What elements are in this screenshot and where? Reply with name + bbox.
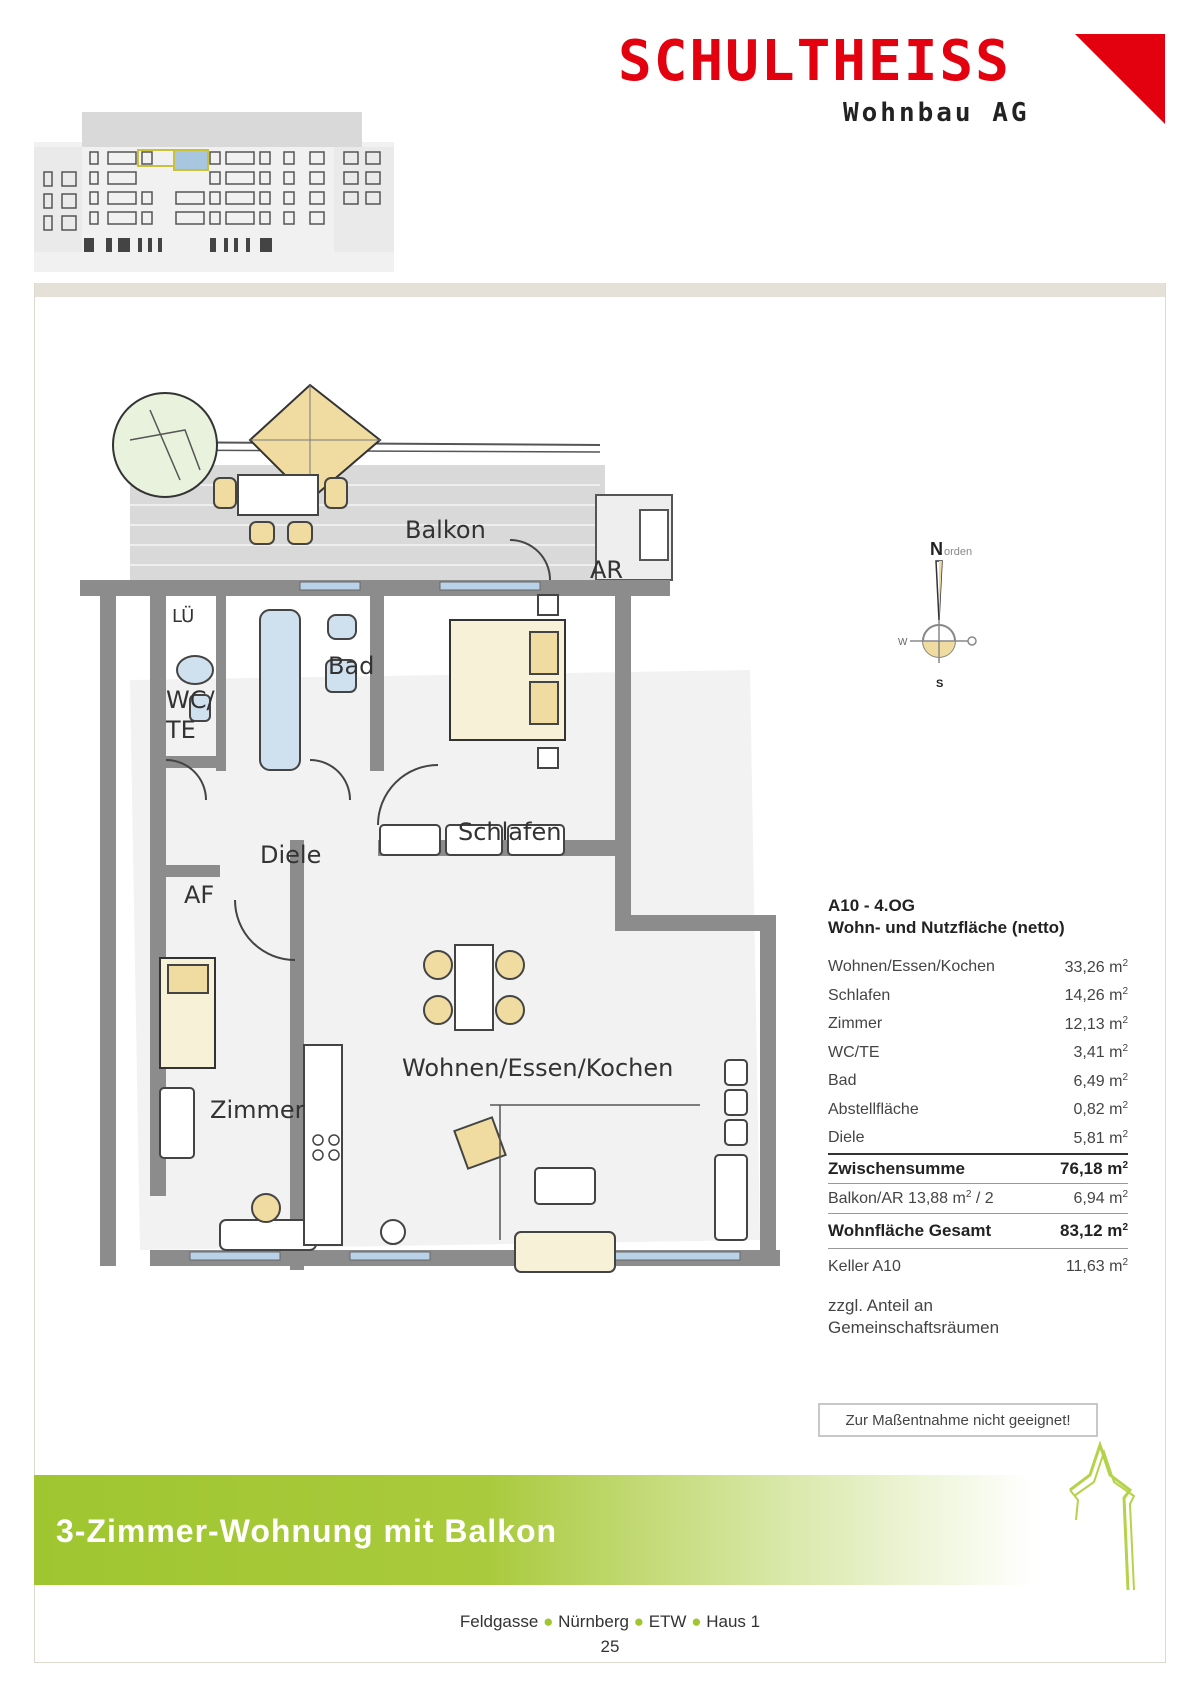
compass-south: S bbox=[936, 678, 944, 690]
title-banner bbox=[34, 1475, 1034, 1585]
room-label-wohnen: Wohnen/Essen/Kochen bbox=[402, 1054, 674, 1082]
building-facade-thumbnail bbox=[34, 112, 394, 272]
area-table bbox=[828, 895, 1128, 1339]
room-label-bad: Bad bbox=[328, 652, 375, 680]
area-row: Schlafen 14,26 $m^2$ bbox=[828, 986, 1128, 1005]
unit-title: A10 - 4.OG bbox=[828, 896, 915, 915]
room-label-af: AF bbox=[184, 881, 215, 909]
disclaimer-box: Zur Maßentnahme nicht geeignet! bbox=[818, 1403, 1098, 1437]
extra-note-line-2: Gemeinschaftsräumen bbox=[828, 1317, 1000, 1337]
compass-rose bbox=[890, 535, 1010, 690]
balkon-row: Balkon/AR 13,88 $m^2 / 2$ 6,94 $m^2$ bbox=[828, 1184, 1128, 1214]
page-number: 25 bbox=[600, 1637, 620, 1656]
subtotal-row: Zwischensumme 76,18 $m^2$ bbox=[828, 1153, 1128, 1185]
area-row: Bad 6,49 $m^2$ bbox=[828, 1071, 1128, 1090]
extra-note-line-1: zzgl. Anteil an bbox=[828, 1295, 933, 1315]
area-row: WC/TE 3,41 $m^2$ bbox=[828, 1043, 1128, 1062]
tower-sketch-icon bbox=[1060, 1440, 1150, 1590]
room-label-ar: AR bbox=[590, 556, 624, 584]
brand-subtitle: Wohnbau AG bbox=[843, 98, 1030, 128]
company-logo bbox=[610, 30, 1170, 130]
room-label-schlafen: Schlafen bbox=[458, 818, 562, 846]
area-row: Abstellfläche 0,82 $m^2$ bbox=[828, 1100, 1128, 1119]
area-row: Wohnen/Essen/Kochen 33,26 $m^2$ bbox=[828, 957, 1128, 976]
logo-triangle-icon bbox=[1075, 34, 1167, 126]
room-label-lue: LÜ bbox=[172, 606, 195, 627]
room-label-balkon: Balkon bbox=[405, 516, 486, 544]
room-label-wc: WC/ bbox=[166, 686, 215, 714]
brand-name: SCHULTHEISS bbox=[618, 29, 1011, 94]
compass-north-rest: orden bbox=[944, 546, 973, 558]
compass-north-letter: N bbox=[930, 539, 943, 559]
compass-west: W bbox=[898, 637, 908, 648]
floor-plan bbox=[60, 370, 800, 1360]
area-row: Diele 5,81 $m^2$ bbox=[828, 1128, 1128, 1147]
room-label-zimmer: Zimmer bbox=[210, 1096, 305, 1124]
room-label-te: TE bbox=[166, 716, 196, 744]
area-row: Zimmer 12,13 $m^2$ bbox=[828, 1014, 1128, 1033]
keller-row: Keller A10 11,63 $m^2$ bbox=[828, 1257, 1128, 1275]
banner-title: 3-Zimmer-Wohnung mit Balkon bbox=[56, 1513, 558, 1549]
area-heading: Wohn- und Nutzfläche (netto) bbox=[828, 918, 1065, 937]
total-row: Wohnfläche Gesamt 83,12 $m^2$ bbox=[828, 1214, 1128, 1249]
footer-address: Feldgasse ● Nürnberg ● ETW ● Haus 1 bbox=[459, 1612, 761, 1631]
room-label-diele: Diele bbox=[260, 841, 322, 869]
